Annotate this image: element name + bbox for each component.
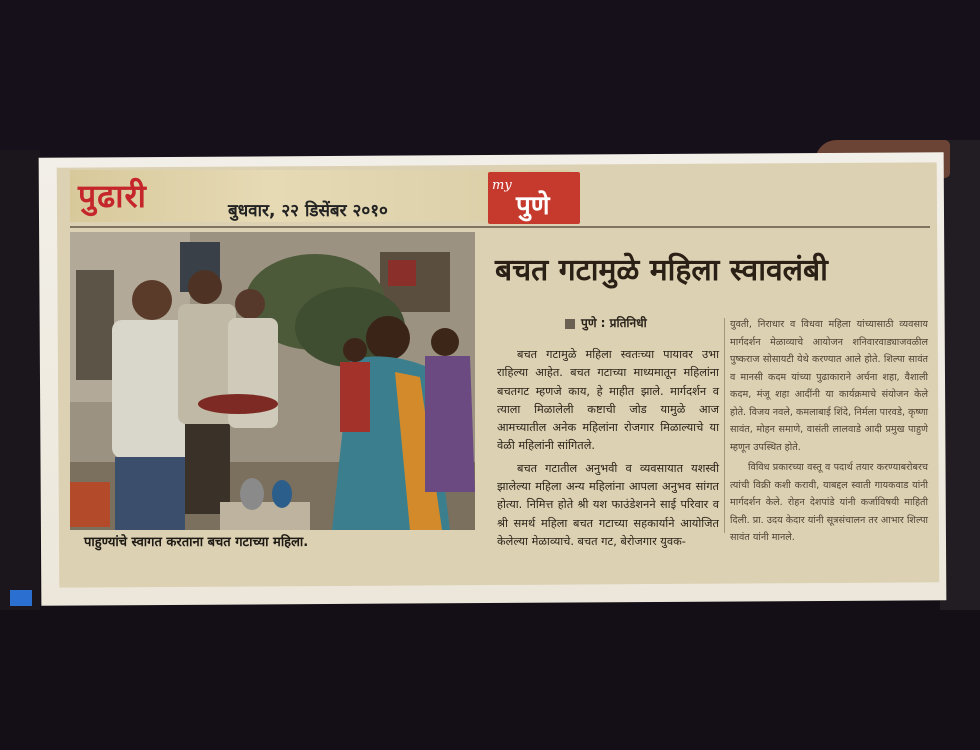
newspaper-logo: पुढारी	[78, 177, 147, 215]
edition-badge-prefix: my	[492, 178, 512, 193]
article-paragraph: युवती, निराधार व विधवा महिला यांच्यासाठी व्यवसाय मार्गदर्शन मेळाव्याचे आयोजन शनिवारवाड्याजवळील पुष्कराज सोसायटी येथे करण्यात आले होते. शिल्पा सावंत व मानसी कदम यांच्या पुढाकाराने अर्चना शहा, वैशाली कदम, मंजू शहा आदींनी या कार्यक्रमाचे संयोजन केले होते. विजय नवले, कमलाबाई शिंदे, निर्मला पारवडे, कृष्णा सावंत, मोहन समाणे, वासंती लालवाडे आदी प्रमुख पाहुणे म्हणून उपस्थित होते.	[730, 319, 928, 453]
background-left	[0, 150, 40, 610]
masthead-rule	[70, 226, 930, 228]
article-paragraph: विविध प्रकारच्या वस्तू व पदार्थ तयार करण्याबरोबरच त्यांची विक्री कशी करावी, याबद्दल स्वाती गायकवाड यांनी मार्गदर्शन केले. रोहन देशपांडे यांनी कर्जाविषयी माहिती दिली. प्रा. उदय केदार यांनी सूत्रसंचालन तर आभार शिल्पा सावंत यांनी मानले.	[730, 462, 928, 543]
article-photo	[70, 232, 475, 530]
article-column-1	[497, 346, 719, 561]
issue-date: बुधवार, २२ डिसेंबर २०१०	[228, 201, 388, 221]
photo-caption: पाहुण्यांचे स्वागत करताना बचत गटाच्या महिला.	[84, 535, 309, 550]
background-top	[0, 0, 980, 160]
article-paragraph: बचत गटामुळे महिला स्वतःच्या पायावर उभा राहिल्या आहेत. बचत गटाच्या माध्यमातून महिलांना बचतगट म्हणजे काय, हे माहीत झाले. मार्गदर्शन व त्याला मिळालेली कष्टाची जोड यामुळे आज आमच्यातील अनेक महिलांना रोजगार मिळाल्याचे या वेळी महिलांनी सांगितले.	[497, 348, 719, 453]
byline-text: पुणे : प्रतिनिधी	[581, 316, 647, 330]
blue-strip	[10, 590, 32, 606]
background-bottom	[0, 600, 980, 750]
byline-bullet-icon	[565, 319, 575, 329]
column-divider	[724, 318, 725, 533]
edition-badge	[488, 172, 580, 224]
article-paragraph: बचत गटातील अनुभवी व व्यवसायात यशस्वी झालेल्या महिला अन्य महिलांना आपला अनुभव सांगत होत्या. निमित्त होते श्री यश फाउंडेशनने साई परिवार व श्री समर्थ महिला बचत गटाच्या सहकार्याने आयोजित केलेल्या मेळाव्याचे. बचत गट, बेरोजगार युवक-	[497, 461, 719, 548]
background-right	[940, 140, 980, 610]
article-column-2	[730, 316, 928, 543]
edition-badge-city: पुणे	[516, 191, 550, 221]
article-byline	[565, 314, 705, 334]
article-headline: बचत गटामुळे महिला स्वावलंबी	[495, 253, 828, 288]
